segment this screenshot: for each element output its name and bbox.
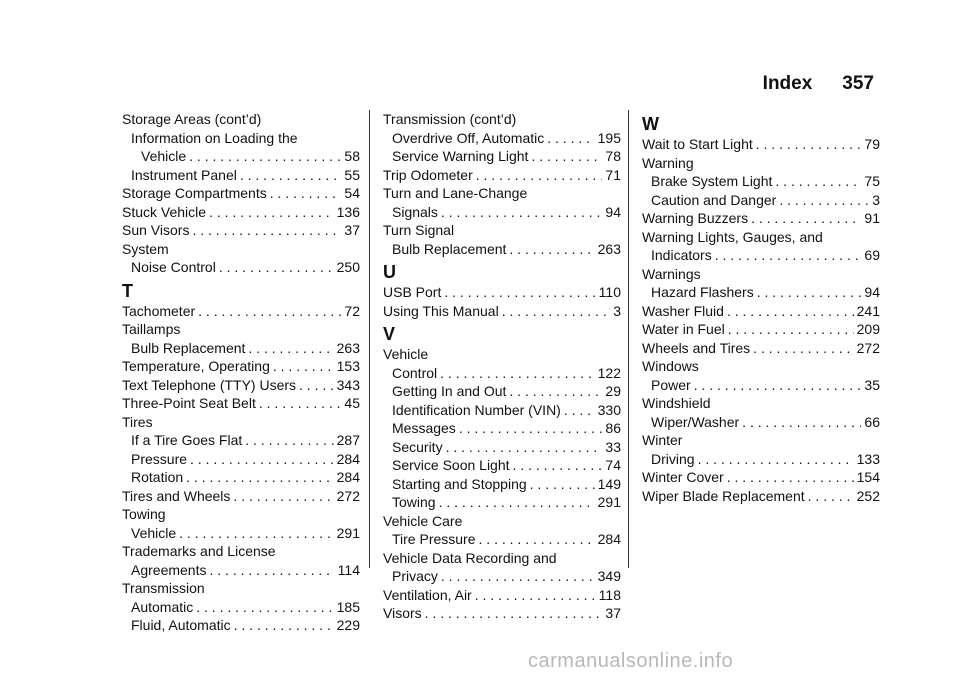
entry-text: Information on Loading the: [131, 129, 298, 146]
dot-leader: [179, 524, 333, 543]
dot-leader: [727, 302, 854, 321]
index-entry: [122, 376, 360, 395]
page-reference: 114: [337, 561, 360, 578]
entry-text: Sun Visors: [122, 222, 190, 238]
dot-leader: [446, 438, 603, 457]
entry-text: Service Warning Light: [392, 148, 529, 164]
entry-text: Messages: [392, 420, 456, 436]
dot-leader: [751, 209, 861, 228]
page-reference: 343: [336, 376, 360, 393]
index-entry: [642, 339, 880, 358]
index-entry: [383, 604, 621, 623]
index-subentry: [642, 413, 880, 432]
index-entry: [122, 394, 360, 413]
entry-text: Automatic: [131, 598, 194, 615]
page-reference: 91: [864, 210, 880, 226]
dot-leader: [531, 147, 602, 166]
entry-text: Wheels and Tires: [642, 339, 751, 356]
entry-text: Bulb Replacement: [131, 339, 246, 356]
page-reference: 94: [864, 284, 880, 300]
index-entry: [122, 413, 360, 432]
index-entry: [642, 320, 880, 339]
page-reference: 291: [336, 524, 360, 541]
index-subentry: [642, 376, 880, 395]
dot-leader: [425, 604, 603, 623]
entry-text: Tachometer: [122, 302, 196, 319]
index-subentry: [642, 283, 880, 302]
dot-leader: [476, 166, 603, 185]
column-divider: [369, 110, 370, 568]
entry-text: Wiper/Washer: [651, 413, 740, 430]
page-reference: 229: [336, 617, 360, 633]
entry-text: Water in Fuel: [642, 321, 725, 337]
dot-leader: [757, 283, 862, 302]
index-entry: [122, 505, 360, 524]
page-reference: 349: [597, 568, 621, 584]
dot-leader: [475, 586, 596, 605]
dot-leader: [727, 468, 854, 487]
index-entry: [383, 110, 621, 129]
section-letter: W: [642, 114, 659, 134]
entry-text: Visors: [383, 605, 422, 621]
page-number: 357: [842, 73, 874, 94]
dot-leader: [186, 468, 333, 487]
page-reference: 45: [344, 395, 360, 411]
dot-leader: [245, 431, 333, 450]
dot-leader: [440, 364, 595, 383]
index-entry: [642, 154, 880, 173]
entry-text: Transmission (cont’d): [383, 111, 517, 127]
index-entry: [383, 184, 621, 203]
dot-leader: [198, 302, 341, 321]
index-subentry: [383, 129, 621, 148]
index-entry: [383, 512, 621, 531]
dot-leader: [441, 567, 595, 586]
entry-text: Turn Signal: [383, 222, 455, 238]
index-column-1: [122, 110, 360, 635]
entry-text: Trip Odometer: [383, 166, 473, 183]
page-reference: 3: [872, 191, 880, 208]
page-reference: 287: [336, 432, 360, 448]
dot-leader: [233, 487, 333, 506]
page-reference: 284: [336, 469, 360, 485]
entry-text: Instrument Panel: [131, 166, 237, 183]
page-reference: 263: [336, 339, 360, 356]
index-entry: [383, 283, 621, 302]
page-reference: 66: [864, 413, 880, 430]
index-entry: [642, 487, 880, 506]
entry-text: Overdrive Off, Automatic: [392, 129, 545, 146]
entry-text: Security: [392, 438, 443, 455]
entry-text: Wait to Start Light: [642, 136, 753, 152]
index-subentry: [122, 431, 360, 450]
page-reference: 37: [605, 605, 621, 621]
index-entry: [642, 209, 880, 228]
index-entry: [642, 468, 880, 487]
page-reference: 78: [605, 148, 621, 164]
entry-text: Noise Control: [131, 259, 216, 275]
page-reference: 33: [605, 438, 621, 455]
page-reference: 241: [856, 302, 880, 319]
dot-leader: [509, 382, 602, 401]
page-reference: 272: [856, 339, 880, 356]
index-subentry: [383, 364, 621, 383]
entry-text: Privacy: [392, 568, 438, 584]
index-entry: [383, 166, 621, 185]
dot-leader: [459, 419, 603, 438]
page-reference: 72: [344, 302, 360, 319]
entry-text: If a Tire Goes Flat: [131, 432, 243, 448]
index-subentry: [642, 191, 880, 210]
dot-leader: [530, 475, 595, 494]
entry-text: Windshield: [642, 395, 711, 411]
dot-leader: [219, 258, 334, 277]
index-subentry: [383, 567, 621, 586]
index-entry: [122, 240, 360, 259]
entry-text: Text Telephone (TTY) Users: [122, 376, 297, 393]
index-entry: [642, 135, 880, 154]
dot-leader: [270, 184, 342, 203]
entry-text: Vehicle Care: [383, 512, 463, 529]
section-letter: U: [383, 262, 396, 282]
index-subentry: [122, 468, 360, 487]
page-reference: 263: [597, 240, 621, 257]
page-reference: 284: [336, 450, 360, 467]
entry-text: Hazard Flashers: [651, 284, 754, 300]
index-entry: [122, 221, 360, 240]
index-entry: [383, 345, 621, 364]
page-reference: 54: [344, 185, 360, 201]
entry-text: Storage Areas (cont’d): [122, 111, 262, 127]
section-letter: T: [122, 280, 133, 301]
dot-leader: [192, 221, 341, 240]
index-subentry: [383, 147, 621, 166]
dot-leader: [756, 135, 862, 154]
index-subentry: [122, 561, 360, 580]
index-entry: [122, 184, 360, 203]
page-reference: 154: [856, 469, 880, 485]
entry-text: Identification Number (VIN): [392, 401, 561, 418]
dot-leader: [698, 450, 854, 469]
index-subentry: [122, 258, 360, 277]
page-header: [763, 73, 874, 95]
page-reference: 79: [864, 136, 880, 152]
entry-text: Turn and Lane-Change: [383, 185, 528, 201]
page-reference: 284: [597, 531, 621, 547]
entry-text: Indicators: [651, 247, 712, 263]
entry-text: Vehicle Data Recording and: [383, 549, 557, 566]
dot-leader: [259, 394, 342, 413]
entry-text: Windows: [642, 358, 699, 374]
index-subentry: [383, 456, 621, 475]
entry-text: Tires and Wheels: [122, 487, 231, 504]
page-reference: 118: [598, 586, 621, 603]
page-reference: 110: [598, 284, 621, 300]
entry-text: Warning Buzzers: [642, 210, 749, 226]
dot-leader: [728, 320, 854, 339]
index-subentry: [383, 401, 621, 420]
page-reference: 149: [597, 475, 621, 492]
page-reference: 37: [344, 222, 360, 238]
entry-text: Driving: [651, 450, 695, 467]
page-reference: 330: [597, 401, 621, 418]
entry-text: Vehicle: [383, 346, 429, 362]
entry-text: Washer Fluid: [642, 302, 724, 319]
entry-text: Signals: [392, 203, 438, 220]
dot-leader: [248, 339, 333, 358]
page-reference: 75: [864, 173, 880, 189]
dot-leader: [775, 172, 861, 191]
index-entry: [383, 221, 621, 240]
dot-leader: [808, 487, 854, 506]
entry-text: Fluid, Automatic: [131, 617, 231, 633]
index-entry: [642, 265, 880, 284]
page-reference: 250: [336, 259, 360, 275]
dot-leader: [564, 401, 595, 420]
dot-leader: [753, 339, 853, 358]
dot-leader: [779, 191, 869, 210]
index-subentry: [383, 382, 621, 401]
entry-text: Brake System Light: [651, 173, 773, 189]
page-reference: 133: [856, 450, 880, 467]
entry-text: Temperature, Operating: [122, 358, 270, 374]
entry-text: Using This Manual: [383, 302, 499, 319]
index-subentry: [642, 172, 880, 191]
page-reference: 74: [605, 457, 621, 473]
entry-text: Getting In and Out: [392, 383, 507, 399]
entry-text: Pressure: [131, 450, 188, 467]
dot-leader: [196, 598, 333, 617]
index-entry: [122, 203, 360, 222]
dot-leader: [479, 530, 595, 549]
entry-text: Ventilation, Air: [383, 586, 472, 603]
index-subentry: [383, 438, 621, 457]
entry-text: Rotation: [131, 469, 184, 485]
index-subentry: [122, 524, 360, 543]
index-entry: [122, 542, 360, 561]
entry-text: Vehicle: [131, 524, 177, 541]
entry-text: Vehicle: [141, 148, 187, 164]
entry-text: Tire Pressure: [392, 531, 476, 547]
dot-leader: [190, 450, 334, 469]
dot-leader: [513, 456, 603, 475]
dot-leader: [509, 240, 594, 259]
entry-text: Three-Point Seat Belt: [122, 395, 256, 411]
index-entry: [642, 431, 880, 450]
dot-leader: [209, 561, 334, 580]
index-subentry: [122, 450, 360, 469]
dot-leader: [444, 283, 595, 302]
dot-leader: [502, 302, 611, 321]
entry-text: Tires: [122, 413, 153, 430]
page-reference: 86: [605, 420, 621, 436]
entry-text: Taillamps: [122, 321, 181, 337]
entry-text: Wiper Blade Replacement: [642, 487, 805, 504]
watermark: carmanualsonline.info: [528, 650, 734, 672]
dot-leader: [209, 203, 334, 222]
entry-text: Bulb Replacement: [392, 240, 507, 257]
page-reference: 55: [344, 166, 360, 183]
page-reference: 71: [605, 166, 621, 183]
dot-leader: [189, 147, 341, 166]
page-reference: 58: [344, 148, 360, 164]
dot-leader: [715, 246, 862, 265]
page-reference: 185: [336, 598, 360, 615]
index-column-2: [383, 110, 621, 623]
page-title: Index: [762, 73, 813, 94]
page-reference: 35: [864, 376, 880, 393]
entry-text: Power: [651, 376, 691, 393]
page-reference: 272: [336, 487, 360, 504]
index-subentry: [383, 493, 621, 512]
entry-text: Towing: [122, 506, 166, 522]
page-reference: 252: [856, 487, 880, 504]
page-reference: 3: [613, 302, 621, 319]
page-reference: 29: [605, 383, 621, 399]
column-divider: [628, 110, 629, 568]
entry-text: Storage Compartments: [122, 185, 267, 201]
index-entry: [122, 487, 360, 506]
index-subentry: [122, 598, 360, 617]
index-subentry: [122, 616, 360, 635]
page-reference: 69: [864, 247, 880, 263]
index-subentry: [383, 419, 621, 438]
index-subentry: [383, 475, 621, 494]
index-entry: [383, 549, 621, 568]
entry-text: Winter: [642, 432, 683, 448]
dot-leader: [273, 357, 334, 376]
dot-leader: [742, 413, 861, 432]
index-subentry: [122, 339, 360, 358]
index-entry: [122, 357, 360, 376]
dot-leader: [240, 166, 342, 185]
index-entry: [122, 302, 360, 321]
dot-leader: [547, 129, 594, 148]
index-entry: [642, 302, 880, 321]
entry-text: Starting and Stopping: [392, 475, 527, 492]
entry-text: Warnings: [642, 265, 701, 282]
entry-text: Transmission: [122, 580, 205, 596]
index-entry: [383, 586, 621, 605]
index-column-3: [642, 110, 880, 505]
index-entry: [642, 228, 880, 247]
index-entry: [383, 302, 621, 321]
entry-text: Agreements: [131, 561, 207, 578]
page-reference: 122: [597, 364, 621, 381]
entry-text: Caution and Danger: [651, 191, 777, 208]
entry-text: Service Soon Light: [392, 457, 510, 473]
index-subentry: [122, 147, 360, 166]
entry-text: System: [122, 240, 169, 257]
entry-text: Winter Cover: [642, 469, 724, 485]
entry-text: Trademarks and License: [122, 543, 276, 559]
index-subentry: [642, 450, 880, 469]
dot-leader: [694, 376, 862, 395]
index-subentry: [122, 166, 360, 185]
index-subentry: [642, 246, 880, 265]
dot-leader: [441, 203, 603, 222]
entry-text: Warning: [642, 154, 694, 171]
index-entry: [122, 110, 360, 129]
dot-leader: [234, 616, 334, 635]
index-subentry: [383, 240, 621, 259]
entry-text: USB Port: [383, 284, 442, 300]
page-reference: 136: [336, 203, 360, 220]
entry-text: Towing: [392, 494, 436, 510]
index-subentry: [383, 530, 621, 549]
dot-leader: [299, 376, 334, 395]
index-subentry: [122, 129, 360, 148]
page-reference: 195: [597, 129, 621, 146]
page-reference: 153: [336, 358, 360, 374]
index-entry: [642, 357, 880, 376]
entry-text: Warning Lights, Gauges, and: [642, 228, 823, 245]
page-reference: 94: [605, 203, 621, 220]
entry-text: Stuck Vehicle: [122, 203, 207, 220]
section-letter: V: [383, 324, 396, 344]
dot-leader: [439, 493, 595, 512]
index-entry: [122, 320, 360, 339]
entry-text: Control: [392, 364, 438, 381]
index-entry: [122, 579, 360, 598]
page-reference: 291: [597, 494, 621, 510]
page-reference: 209: [856, 321, 880, 337]
index-entry: [642, 394, 880, 413]
index-subentry: [383, 203, 621, 222]
